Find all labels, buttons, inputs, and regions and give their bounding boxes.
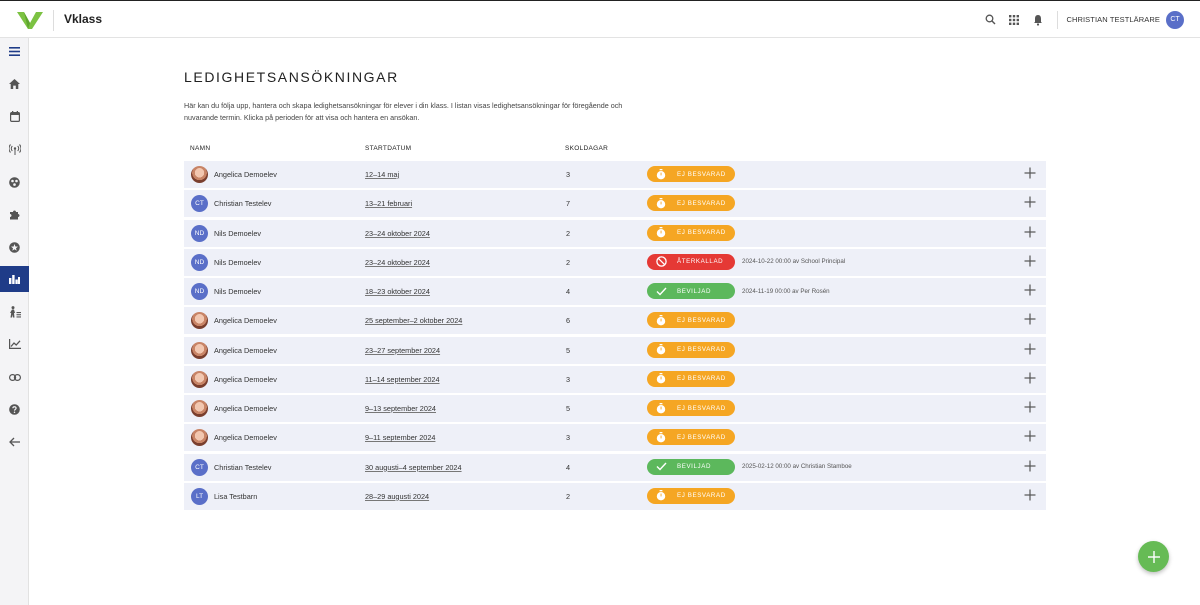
student-name: Angelica Demoelev [214,404,277,413]
expand-plus-icon[interactable] [1024,167,1036,179]
timer-icon [656,169,666,180]
table-row [184,454,1046,481]
applications-list [184,161,1046,512]
apps-grid-icon[interactable] [1003,9,1025,31]
expand-plus-icon[interactable] [1024,401,1036,413]
period-link[interactable]: 23–24 oktober 2024 [365,257,430,267]
expand-plus-icon[interactable] [1024,372,1036,384]
timer-icon [656,490,666,501]
student-avatar: LT [191,488,208,505]
status-label: EJ BESVARAD [677,170,726,178]
period-link[interactable]: 11–14 september 2024 [365,374,440,384]
expand-plus-icon[interactable] [1024,430,1036,442]
status-label: EJ BESVARAD [677,375,726,383]
vklass-logo[interactable] [16,10,44,30]
expand-plus-icon[interactable] [1024,255,1036,267]
status-label: BEVILJAD [677,287,712,295]
timer-icon [656,198,666,209]
period-link[interactable]: 9–13 september 2024 [365,404,436,413]
period-link[interactable]: 13–21 februari [365,199,413,209]
expand-plus-icon[interactable] [1024,284,1036,296]
timer-icon [656,227,666,238]
period-link[interactable]: 23–24 oktober 2024 [365,228,430,238]
student-avatar: ND [191,254,208,271]
page-description: Här kan du följa upp, hantera och skapa ledighetsansökningar för elever i din klass. I listan visas ledighetsansökningar för föregående och nuvarande termin. Klicka på perioden för att visa och hantera en ansökan. [184,101,623,122]
student-avatar [191,429,208,446]
status-badge [647,459,735,475]
table-row [184,366,1046,393]
table-row [184,249,1046,276]
school-days: 4 [566,287,571,296]
status-badge [647,371,735,387]
check-icon [656,287,667,296]
home-icon[interactable] [0,71,29,97]
timer-icon [656,315,666,326]
top-actions [979,1,1200,38]
student-name: Christian Testelev [214,199,272,209]
bar-chart-icon[interactable] [0,266,29,292]
status-label: EJ BESVARAD [677,492,726,500]
status-label: EJ BESVARAD [677,316,726,324]
school-days: 5 [566,404,571,413]
student-name: Angelica Demoelev [214,170,277,179]
period-link[interactable]: 28–29 augusti 2024 [365,491,430,501]
check-icon [656,462,667,471]
table-row [184,307,1046,334]
trend-icon[interactable] [0,331,29,357]
status-badge [647,488,735,504]
student-avatar [191,400,208,417]
expand-plus-icon[interactable] [1024,226,1036,238]
column-header-startdate: STARTDATUM [365,145,412,152]
period-link[interactable]: 30 augusti–4 september 2024 [365,462,462,472]
period-link[interactable]: 25 september–2 oktober 2024 [365,316,463,326]
broadcast-icon[interactable] [0,136,29,162]
table-row [184,161,1046,188]
student-avatar: CT [191,459,208,476]
expand-plus-icon[interactable] [1024,460,1036,472]
top-bar [0,0,1200,38]
school-days: 3 [566,170,571,179]
status-badge [647,429,735,445]
table-row [184,395,1046,422]
school-days: 2 [566,257,571,267]
period-link[interactable]: 9–11 september 2024 [365,433,436,443]
status-label: ÅTERKALLAD [677,258,724,266]
table-row [184,220,1046,247]
student-name: Nils Demoelev [214,228,262,238]
expand-plus-icon[interactable] [1024,313,1036,325]
status-badge [647,166,735,182]
school-days: 2 [566,491,571,501]
expand-plus-icon[interactable] [1024,196,1036,208]
plus-icon [1148,551,1160,563]
link-icon[interactable] [0,364,29,390]
status-label: EJ BESVARAD [677,404,726,412]
status-badge [647,195,735,211]
school-days: 3 [566,374,571,384]
block-icon [656,256,667,267]
student-avatar [191,342,208,359]
student-avatar [191,166,208,183]
status-label: EJ BESVARAD [677,346,726,353]
brand-name: Vklass [64,12,103,26]
student-avatar: ND [191,225,208,242]
table-row [184,190,1046,217]
column-header-schooldays: SKOLDAGAR [565,145,609,152]
status-badge [647,342,735,358]
student-name: Angelica Demoelev [214,345,277,355]
status-label: EJ BESVARAD [677,199,726,207]
student-name: Lisa Testbarn [214,491,258,501]
period-link[interactable]: 23–27 september 2024 [365,345,441,355]
school-days: 7 [566,199,571,209]
expand-plus-icon[interactable] [1024,489,1036,501]
expand-plus-icon[interactable] [1024,343,1036,355]
menu-icon[interactable] [0,38,29,64]
search-icon[interactable] [979,9,1001,31]
school-days: 3 [566,433,571,443]
status-badge [647,225,735,241]
student-name: Angelica Demoelev [214,433,277,443]
status-label: EJ BESVARAD [677,433,726,441]
globe-icon[interactable] [0,169,29,195]
student-name: Angelica Demoelev [214,316,277,326]
school-days: 4 [566,462,571,472]
status-label: BEVILJAD [677,463,712,470]
status-note: 2025-02-12 00:00 av Christian Stamboe [742,463,852,470]
student-avatar [191,312,208,329]
sidebar [0,38,29,605]
top-divider [1057,11,1058,29]
school-days: 5 [566,345,571,355]
status-badge [647,254,735,270]
timer-icon [656,403,666,414]
period-link[interactable]: 18–23 oktober 2024 [365,287,430,296]
student-name: Nils Demoelev [214,257,262,267]
back-arrow-icon[interactable] [0,429,29,455]
table-row [184,278,1046,305]
period-link[interactable]: 12–14 maj [365,170,400,179]
student-name: Christian Testelev [214,462,272,472]
school-days: 2 [566,228,571,238]
help-icon[interactable] [0,396,29,422]
table-header [184,145,1046,157]
status-badge [647,283,735,299]
student-avatar: ND [191,283,208,300]
table-row [184,337,1046,364]
star-icon[interactable] [0,234,29,260]
timer-icon [656,344,666,355]
status-note: 2024-11-19 00:00 av Per Rosén [742,287,830,295]
student-name: Angelica Demoelev [214,374,277,384]
student-name: Nils Demoelev [214,287,262,296]
logo-divider [53,10,54,31]
student-avatar [191,371,208,388]
column-header-name: NAMN [190,145,211,152]
school-days: 6 [566,316,571,326]
add-application-button[interactable] [1138,541,1169,572]
table-row [184,483,1046,510]
status-note: 2024-10-22 00:00 av School Principal [742,258,846,266]
page-title: LEDIGHETSANSÖKNINGAR [184,69,399,85]
puzzle-icon[interactable] [0,201,29,227]
student-avatar: CT [191,195,208,212]
person-list-icon[interactable] [0,299,29,325]
user-name[interactable]: CHRISTIAN TESTLÄRARE [1066,15,1160,24]
table-row [184,424,1046,451]
bell-icon[interactable] [1027,9,1049,31]
calendar-icon[interactable] [0,103,29,129]
timer-icon [656,373,666,384]
status-badge [647,400,735,416]
status-badge [647,312,735,328]
user-avatar[interactable]: CT [1166,11,1184,29]
timer-icon [656,432,666,443]
status-label: EJ BESVARAD [677,229,726,236]
